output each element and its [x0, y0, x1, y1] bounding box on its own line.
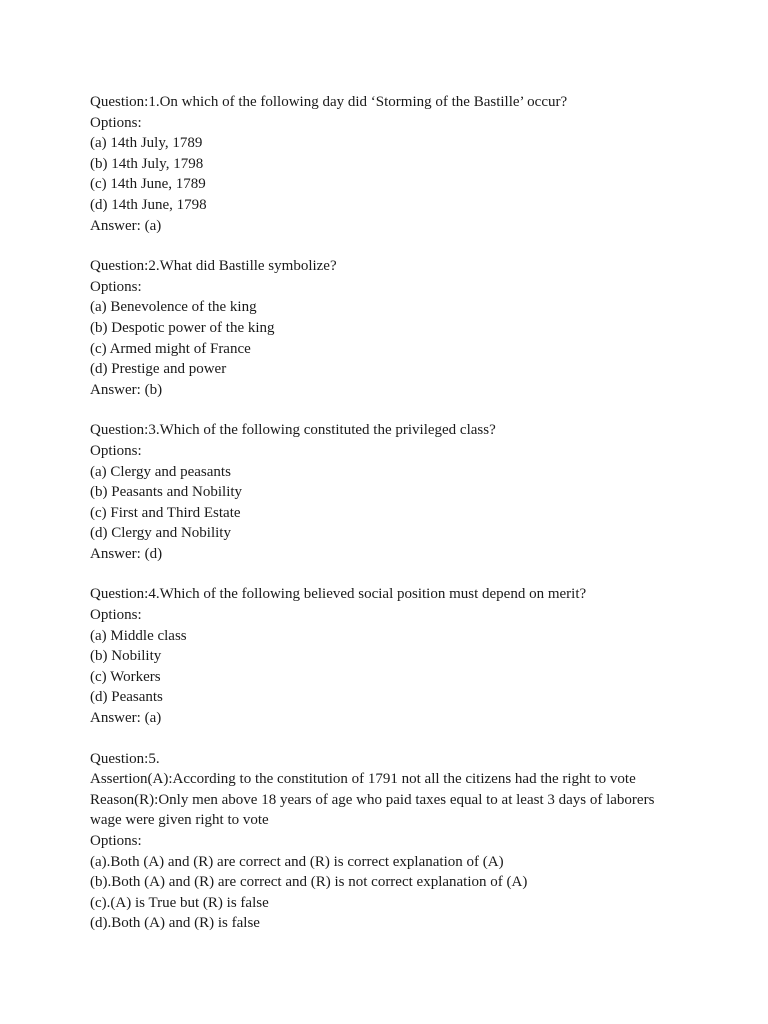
option-b: (b) Nobility: [90, 648, 162, 665]
question-block-1: [90, 92, 730, 236]
answer-line: Answer: (a): [90, 217, 162, 234]
question-block-3: [90, 420, 730, 564]
option-d: (d).Both (A) and (R) is false: [90, 915, 260, 932]
assertion-text: Assertion(A):According to the constitution of 1791 not all the citizens had the right to vote: [90, 771, 636, 788]
block-spacer: [90, 400, 730, 420]
option-d: (d) Peasants: [90, 689, 163, 706]
option-c: (c) Workers: [90, 668, 161, 685]
option-c: (c) 14th June, 1789: [90, 176, 206, 193]
block-spacer: [90, 236, 730, 256]
question-text: Question:2.What did Bastille symbolize?: [90, 258, 337, 275]
answer-line: Answer: (b): [90, 381, 163, 398]
question-text: Question:5.: [90, 750, 160, 767]
answer-line: Answer: (a): [90, 710, 162, 727]
option-b: (b) 14th July, 1798: [90, 155, 204, 172]
question-block-5: [90, 749, 730, 934]
options-label: Options:: [90, 114, 142, 131]
options-label: Options:: [90, 833, 142, 849]
options-label: Options:: [90, 607, 142, 624]
options-label: Options:: [90, 278, 142, 295]
option-a: (a) Benevolence of the king: [90, 299, 257, 316]
option-d: (d) Prestige and power: [90, 361, 227, 378]
option-d: (d) 14th June, 1798: [90, 196, 207, 213]
question-block-2: [90, 256, 730, 400]
answer-line: Answer: (d): [90, 545, 163, 562]
option-d: (d) Clergy and Nobility: [90, 525, 231, 542]
option-b: (b) Despotic power of the king: [90, 319, 275, 336]
question-text: Question:4.Which of the following believed social position must depend on merit?: [90, 586, 587, 603]
question-text: Question:1.On which of the following day did ‘Storming of the Bastille’ occur?: [90, 94, 568, 110]
block-spacer: [90, 564, 730, 584]
option-c: (c) First and Third Estate: [90, 504, 241, 521]
reason-text: Reason(R):Only men above 18 years of age who paid taxes equal to at least 3 days of laborers: [90, 791, 655, 808]
question-block-4: [90, 584, 730, 728]
option-b: (b).Both (A) and (R) are correct and (R) is not correct explanation of (A): [90, 874, 528, 891]
reason-text-continued: wage were given right to vote: [90, 812, 269, 829]
option-a: (a) Clergy and peasants: [90, 463, 231, 480]
option-a: (a).Both (A) and (R) are correct and (R) is correct explanation of (A): [90, 853, 504, 870]
options-label: Options:: [90, 442, 142, 459]
question-text: Question:3.Which of the following constituted the privileged class?: [90, 422, 496, 439]
option-b: (b) Peasants and Nobility: [90, 484, 243, 501]
option-c: (c) Armed might of France: [90, 340, 251, 357]
option-a: (a) 14th July, 1789: [90, 135, 203, 152]
option-c: (c).(A) is True but (R) is false: [90, 894, 269, 911]
document-page: [90, 92, 730, 934]
option-a: (a) Middle class: [90, 627, 187, 644]
block-spacer: [90, 729, 730, 749]
